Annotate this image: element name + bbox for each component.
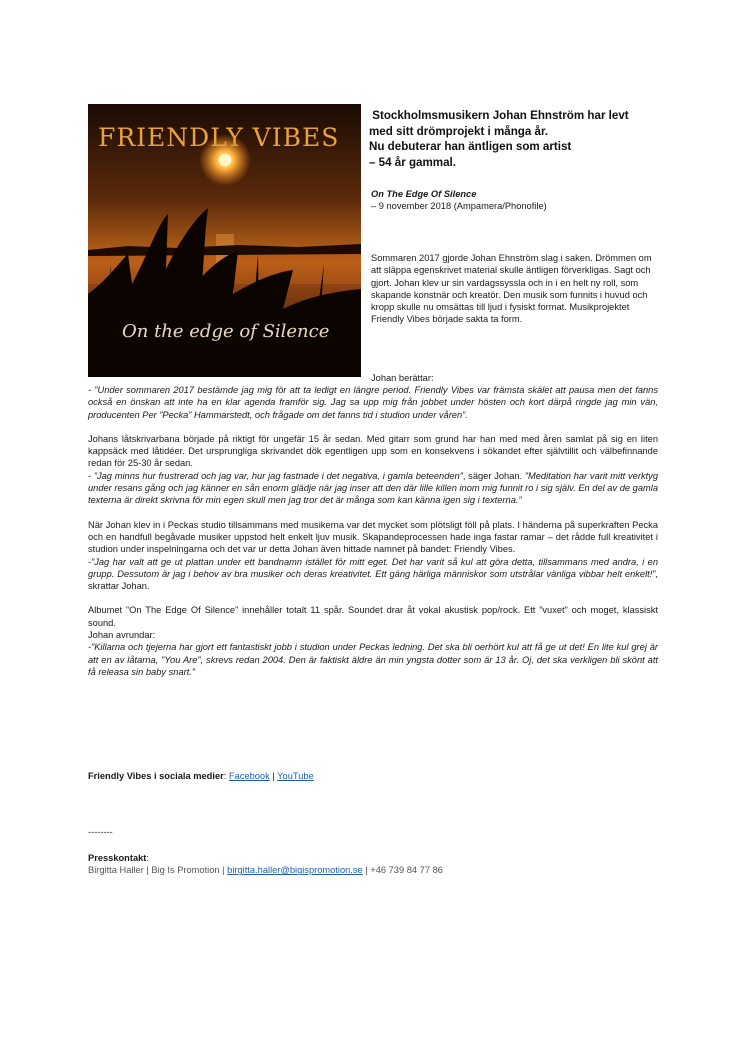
social-colon: : xyxy=(223,771,229,781)
paragraph-album: Albumet ”On The Edge Of Silence” innehåller totalt 11 spår. Soundet drar åt vokal akustisk pop/rock. Ett ”vuxet” och moget, klassiskt sound. xyxy=(88,605,658,628)
headline-line-1: Stockholmsmusikern Johan Ehnström har levt xyxy=(372,109,629,122)
cover-band-name: FRIENDLY VIBES xyxy=(98,123,340,152)
quote-4: -”Killarna och tjejerna har gjort ett fantastiskt jobb i studion under Peckas ledning. Det ska bli oerhört kul att få ge ut det! En lite kul grej är att en av låtarna, ”You Are”, skrevs redan 2004. Den är faktiskt äldre än min yngsta dotter som är 13 år. Oj, det ska verkligen bli skönt att få releasa sin baby snart.” xyxy=(88,642,658,677)
paragraph-closing-intro: Johan avrundar: xyxy=(88,630,156,641)
press-contact-name: Birgitta Haller | Big Is Promotion | xyxy=(88,865,228,876)
release-info xyxy=(371,188,671,213)
headline xyxy=(369,108,669,170)
social-label: Friendly Vibes i sociala medier xyxy=(88,771,224,781)
intro-paragraph: Sommaren 2017 gjorde Johan Ehnström slag i saken. Drömmen om att släppa egenskrivet material skulle äntligen förverkligas. Sagt och gjort. Johan klev ur sin vardagssyssla och in i en helt ny roll, som skapande konstnär och kreatör. Den musik som funnits i huvud och kropp skulle nu omsättas till ljud i fysiskt format. Musikprojektet Friendly Vibes började sakta ta form. xyxy=(371,253,652,325)
headline-line-3: Nu debuterar han äntligen som artist xyxy=(369,140,572,154)
quote-1: - ”Under sommaren 2017 bestämde jag mig för att ta ledigt en längre period. Friendly Vibes var främsta skälet att pausa men det fanns också en önskan att inte ha en klar agenda framför sig. Jag sa upp mig från jobbet under hösten och kort därpå ringde jag min vän, producenten Per ”Pecka” Hammarstedt, och frågade om det fanns tid i studion under våren”. xyxy=(88,385,658,420)
headline-line-2: med sitt drömprojekt i många år. xyxy=(369,124,549,138)
facebook-link[interactable]: Facebook xyxy=(228,771,270,781)
cover-album-title: On the edge of Silence xyxy=(122,321,330,342)
release-title: On The Edge Of Silence xyxy=(371,189,477,199)
youtube-link[interactable]: YouTube xyxy=(277,771,314,781)
headline-line-4: – 54 år gammal. xyxy=(369,155,457,169)
social-media-line xyxy=(88,770,314,782)
release-date: – 9 november 2018 (Ampamera/Phonofile) xyxy=(371,201,547,212)
press-email-link[interactable]: birgitta.haller@bigispromotion.se xyxy=(227,865,363,876)
press-contact-label: Presskontakt xyxy=(88,853,147,863)
article-body xyxy=(88,384,658,678)
album-cover-art xyxy=(88,104,361,377)
quote-2-part-1: - ”Jag minns hur frustrerad och jag var, hur jag fastnade i det negativa, i gamla beteenden” xyxy=(88,470,463,481)
paragraph-songwriting: Johans låtskrivarbana började på riktigt för ungefär 15 år sedan. Med gitarr som grund har han med med åren samlat på sig en liten kappsäck med låtidéer. Det ursprungliga skrivandet dök egentligen upp som en konsekvens i sökandet efter självtillit och välbefinnande redan för 25-30 år sedan. xyxy=(88,433,658,469)
press-phone: | +46 739 84 77 86 xyxy=(362,865,443,876)
quote-3 xyxy=(88,556,658,593)
quote-2 xyxy=(88,470,658,507)
album-cover xyxy=(88,104,361,377)
paragraph-studio: När Johan klev in i Peckas studio tillsammans med musikerna var det mycket som plötsligt föll på plats. I händerna på superkraften Pecka och en handfull begåvade musiker uppstod helt enkelt ljuv musik. Skapandeprocessen hade inga fastar ramar – det rådde full kreativitet i studion under inspelningarna och det var ur detta Johan även hittade namnet på bandet: Friendly Vibes. xyxy=(88,519,658,555)
quote-2-part-2: ”Meditation har varit mitt verktyg under resans gång och jag känner en sån enorm glädje när jag inser att den där lille killen inom mig funnit ro i sig själv. En del av de gamla texterna är direkt skrivna för min egen skull men jag tror det är många som kan känna igen sig i texterna.” xyxy=(88,470,658,506)
divider-dashes: -------- xyxy=(88,827,113,837)
quote-3-attribution: , skrattar Johan. xyxy=(88,568,658,592)
quote-2-attribution: , säger Johan. xyxy=(462,470,525,481)
press-contact-colon: : xyxy=(146,853,149,863)
quote-3-text: -”Jag har valt att ge ut plattan under ett bandnamn istället för mitt eget. Det har varit så kul att göra detta, tillsammans med andra, i en grupp. Dessutom är jag i behov av bra musiker och deras kreativitet. Ett gäng härliga människor som utstrålar vänliga vibbar helt enkelt!” xyxy=(88,556,658,579)
johan-says-label: Johan berättar: xyxy=(371,373,434,383)
press-contact xyxy=(88,852,443,877)
social-separator: | xyxy=(269,771,278,781)
